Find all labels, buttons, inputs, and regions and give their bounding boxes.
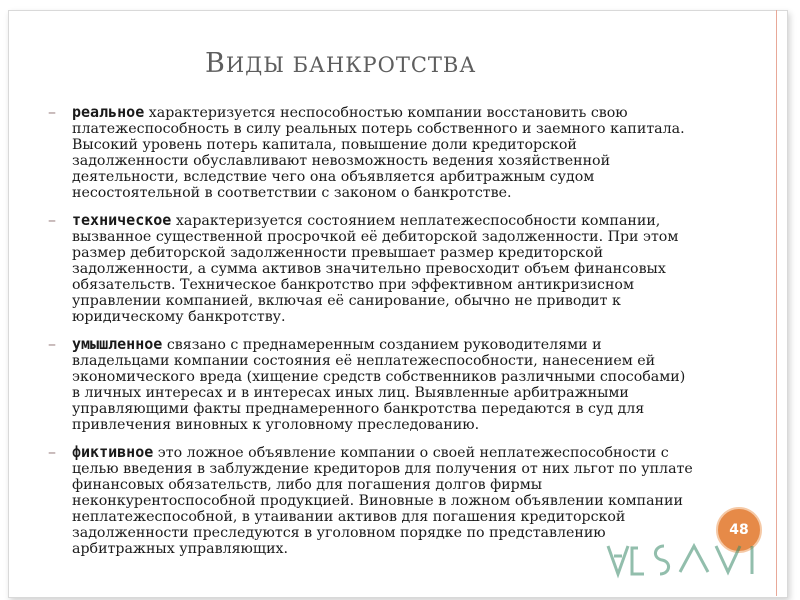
title-initial: В bbox=[205, 48, 226, 79]
term-fictitious: фиктивное bbox=[72, 443, 154, 461]
title-rest: ИДЫ БАНКРОТСТВА bbox=[225, 53, 477, 77]
text-technical: характеризуется состоянием неплатежеспособности компании, вызванное существенной просрочкой её дебиторской задолженности. При этом размер дебиторской задолженности превышает размер кредиторской задолженности, а сумма активов значительно превосходит объем финансовых обязательств. Техническое банкротство при эффективном антикризисном управлении компанией, включая её санирование, обычно не приводит к юридическому банкротству. bbox=[72, 213, 679, 325]
page-number-badge: 48 bbox=[716, 507, 762, 553]
bullet-fictitious bbox=[48, 444, 693, 557]
bullet-real bbox=[48, 104, 693, 201]
text-fictitious: это ложное объявление компании о своей неплатежеспособности с целью введения в заблуждение кредиторов для получения от них льгот по уплате финансовых обязательств, либо для погашения долгов фирмы неконкурентоспособной продукцией. Виновные в ложном объявлении компании неплатежеспособной, в утаивании активов для погашения кредиторской задолженности преследуются в уголовном порядке по представлению арбитражных управляющих. bbox=[72, 445, 693, 557]
bullet-dash: – bbox=[48, 442, 56, 461]
text-intentional: связано с преднамеренным созданием руководителями и владельцами компании состояния её неплатежеспособности, нанесением ей экономического вреда (хищение средств собственников различными способами) в личных интересах и в интересах иных лиц. Выявленные арбитражными управляющими факты преднамеренного банкротства передаются в суд для привлечения виновных к уголовному преследованию. bbox=[72, 337, 686, 433]
bullet-technical bbox=[48, 212, 693, 325]
term-real: реальное bbox=[72, 103, 145, 121]
bullet-dash: – bbox=[48, 102, 56, 121]
text-real: характеризуется неспособностью компании восстановить свою платежеспособность в силу реальных потерь собственного и заемного капитала. Высокий уровень потерь капитала, повышение доли кредиторской задолженности обуславливают невозможность ведения хозяйственной деятельности, вследствие чего она объявляется арбитражным судом несостоятельной в соответствии с законом о банкротстве. bbox=[72, 105, 685, 201]
term-technical: техническое bbox=[72, 211, 172, 229]
slide-edge-line bbox=[776, 10, 777, 596]
slide-title bbox=[205, 48, 625, 79]
bullet-dash: – bbox=[48, 334, 56, 353]
watermark-logo-icon bbox=[604, 536, 764, 584]
bullet-list bbox=[48, 104, 693, 568]
bullet-intentional bbox=[48, 336, 693, 433]
term-intentional: умышленное bbox=[72, 335, 163, 353]
bullet-dash: – bbox=[48, 210, 56, 229]
